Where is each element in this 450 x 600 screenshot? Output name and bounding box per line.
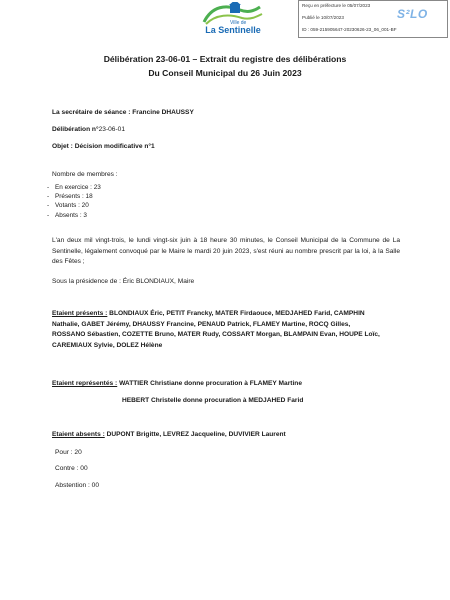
deliberation-line — [52, 126, 125, 133]
members-heading: Nombre de membres : — [52, 171, 118, 178]
representes-value-1: WATTIER Christiane donne procuration à FLAMEY Martine — [117, 380, 302, 387]
presents-line2: Nathalie, GABET Jérémy, DHAUSSY Francine, PENAUD Patrick, FLAMEY Martine, ROCQ Gilles, — [52, 320, 351, 328]
presents-line3: ROSSANO Sébastien, COZETTE Bruno, MATER Rudy, COSSART Morgan, BLAMPAIN Evan, HOUPE Loïc, — [52, 331, 380, 338]
town-logo-text — [196, 20, 270, 35]
presents-line1 — [52, 309, 412, 320]
members-en-exercice: - En exercice : 23 — [55, 183, 101, 192]
slo-logo: S²LO — [397, 7, 428, 21]
representes-line2: HEBERT Christelle donne procuration à MEDJAHED Farid — [122, 397, 304, 404]
secretaire-line — [52, 109, 194, 116]
document-title-line1: Délibération 23-06-01 – Extrait du registre des délibérations — [103, 54, 347, 64]
vote-pour: Pour : 20 — [55, 449, 82, 456]
representes-label: Etaient représentés : — [52, 380, 118, 387]
presidence-value: Éric BLONDIAUX — [122, 278, 175, 285]
members-presents: - Présents : 18 — [55, 192, 101, 201]
absents-value: DUPONT Brigitte, LEVREZ Jacqueline, DUVIVIER Laurent — [104, 431, 286, 438]
objet-line — [52, 143, 155, 150]
stamp-id: ID : 059-215905647-20230626-23_06_001-BF — [302, 27, 397, 32]
members-list — [55, 183, 101, 220]
presents-names-1: BLONDIAUX Éric, PETIT Francky, MATER Firdaouce, MEDJAHED Farid, CAMPHIN — [107, 310, 365, 317]
secretaire-value: Francine DHAUSSY — [132, 109, 194, 116]
absents-line — [52, 431, 286, 438]
members-votants: - Votants : 20 — [55, 201, 101, 210]
vote-abstention: Abstention : 00 — [55, 482, 99, 489]
prefecture-stamp — [298, 0, 448, 38]
presents-block — [52, 309, 412, 351]
members-absents: - Absents : 3 — [55, 211, 101, 220]
presents-line4: CAREMIAUX Sylvie, DOLEZ Hélène — [52, 341, 163, 349]
logo-small-text: Ville de — [230, 20, 247, 26]
presidence-line — [52, 278, 194, 285]
stamp-published: Publié le 10/07/2023 — [302, 15, 344, 20]
absents-label: Etaient absents : — [52, 431, 105, 438]
stamp-received: Reçu en préfecture le 05/07/2023 — [302, 3, 371, 8]
representes-line1 — [52, 380, 302, 387]
presents-label: Etaient présents : — [52, 310, 108, 317]
deliberation-label: Délibération n° — [52, 126, 99, 133]
logo-name-text: La Sentinelle — [205, 25, 261, 35]
secretaire-label: La secrétaire de séance : — [52, 109, 133, 116]
presidence-label: Sous la présidence de : — [52, 278, 123, 285]
deliberation-value: 23-06-01 — [98, 126, 126, 133]
presidence-suffix: , Maire — [174, 278, 195, 285]
objet-value: Décision modificative n°1 — [74, 143, 155, 150]
document-title-line2: Du Conseil Municipal du 26 Juin 2023 — [148, 68, 302, 78]
objet-label: Objet : — [52, 143, 75, 150]
vote-contre: Contre : 00 — [55, 465, 88, 472]
session-paragraph: L'an deux mil vingt-trois, le lundi vingt-six juin à 18 heure 30 minutes, le Conseil Municipal de la Commune de La Sentinelle, légalement convoqué par le Maire le mardi 20 juin 2023, s'est réuni au nombre prescrit par la loi, à la Salle des Fêtes ; — [52, 237, 400, 265]
